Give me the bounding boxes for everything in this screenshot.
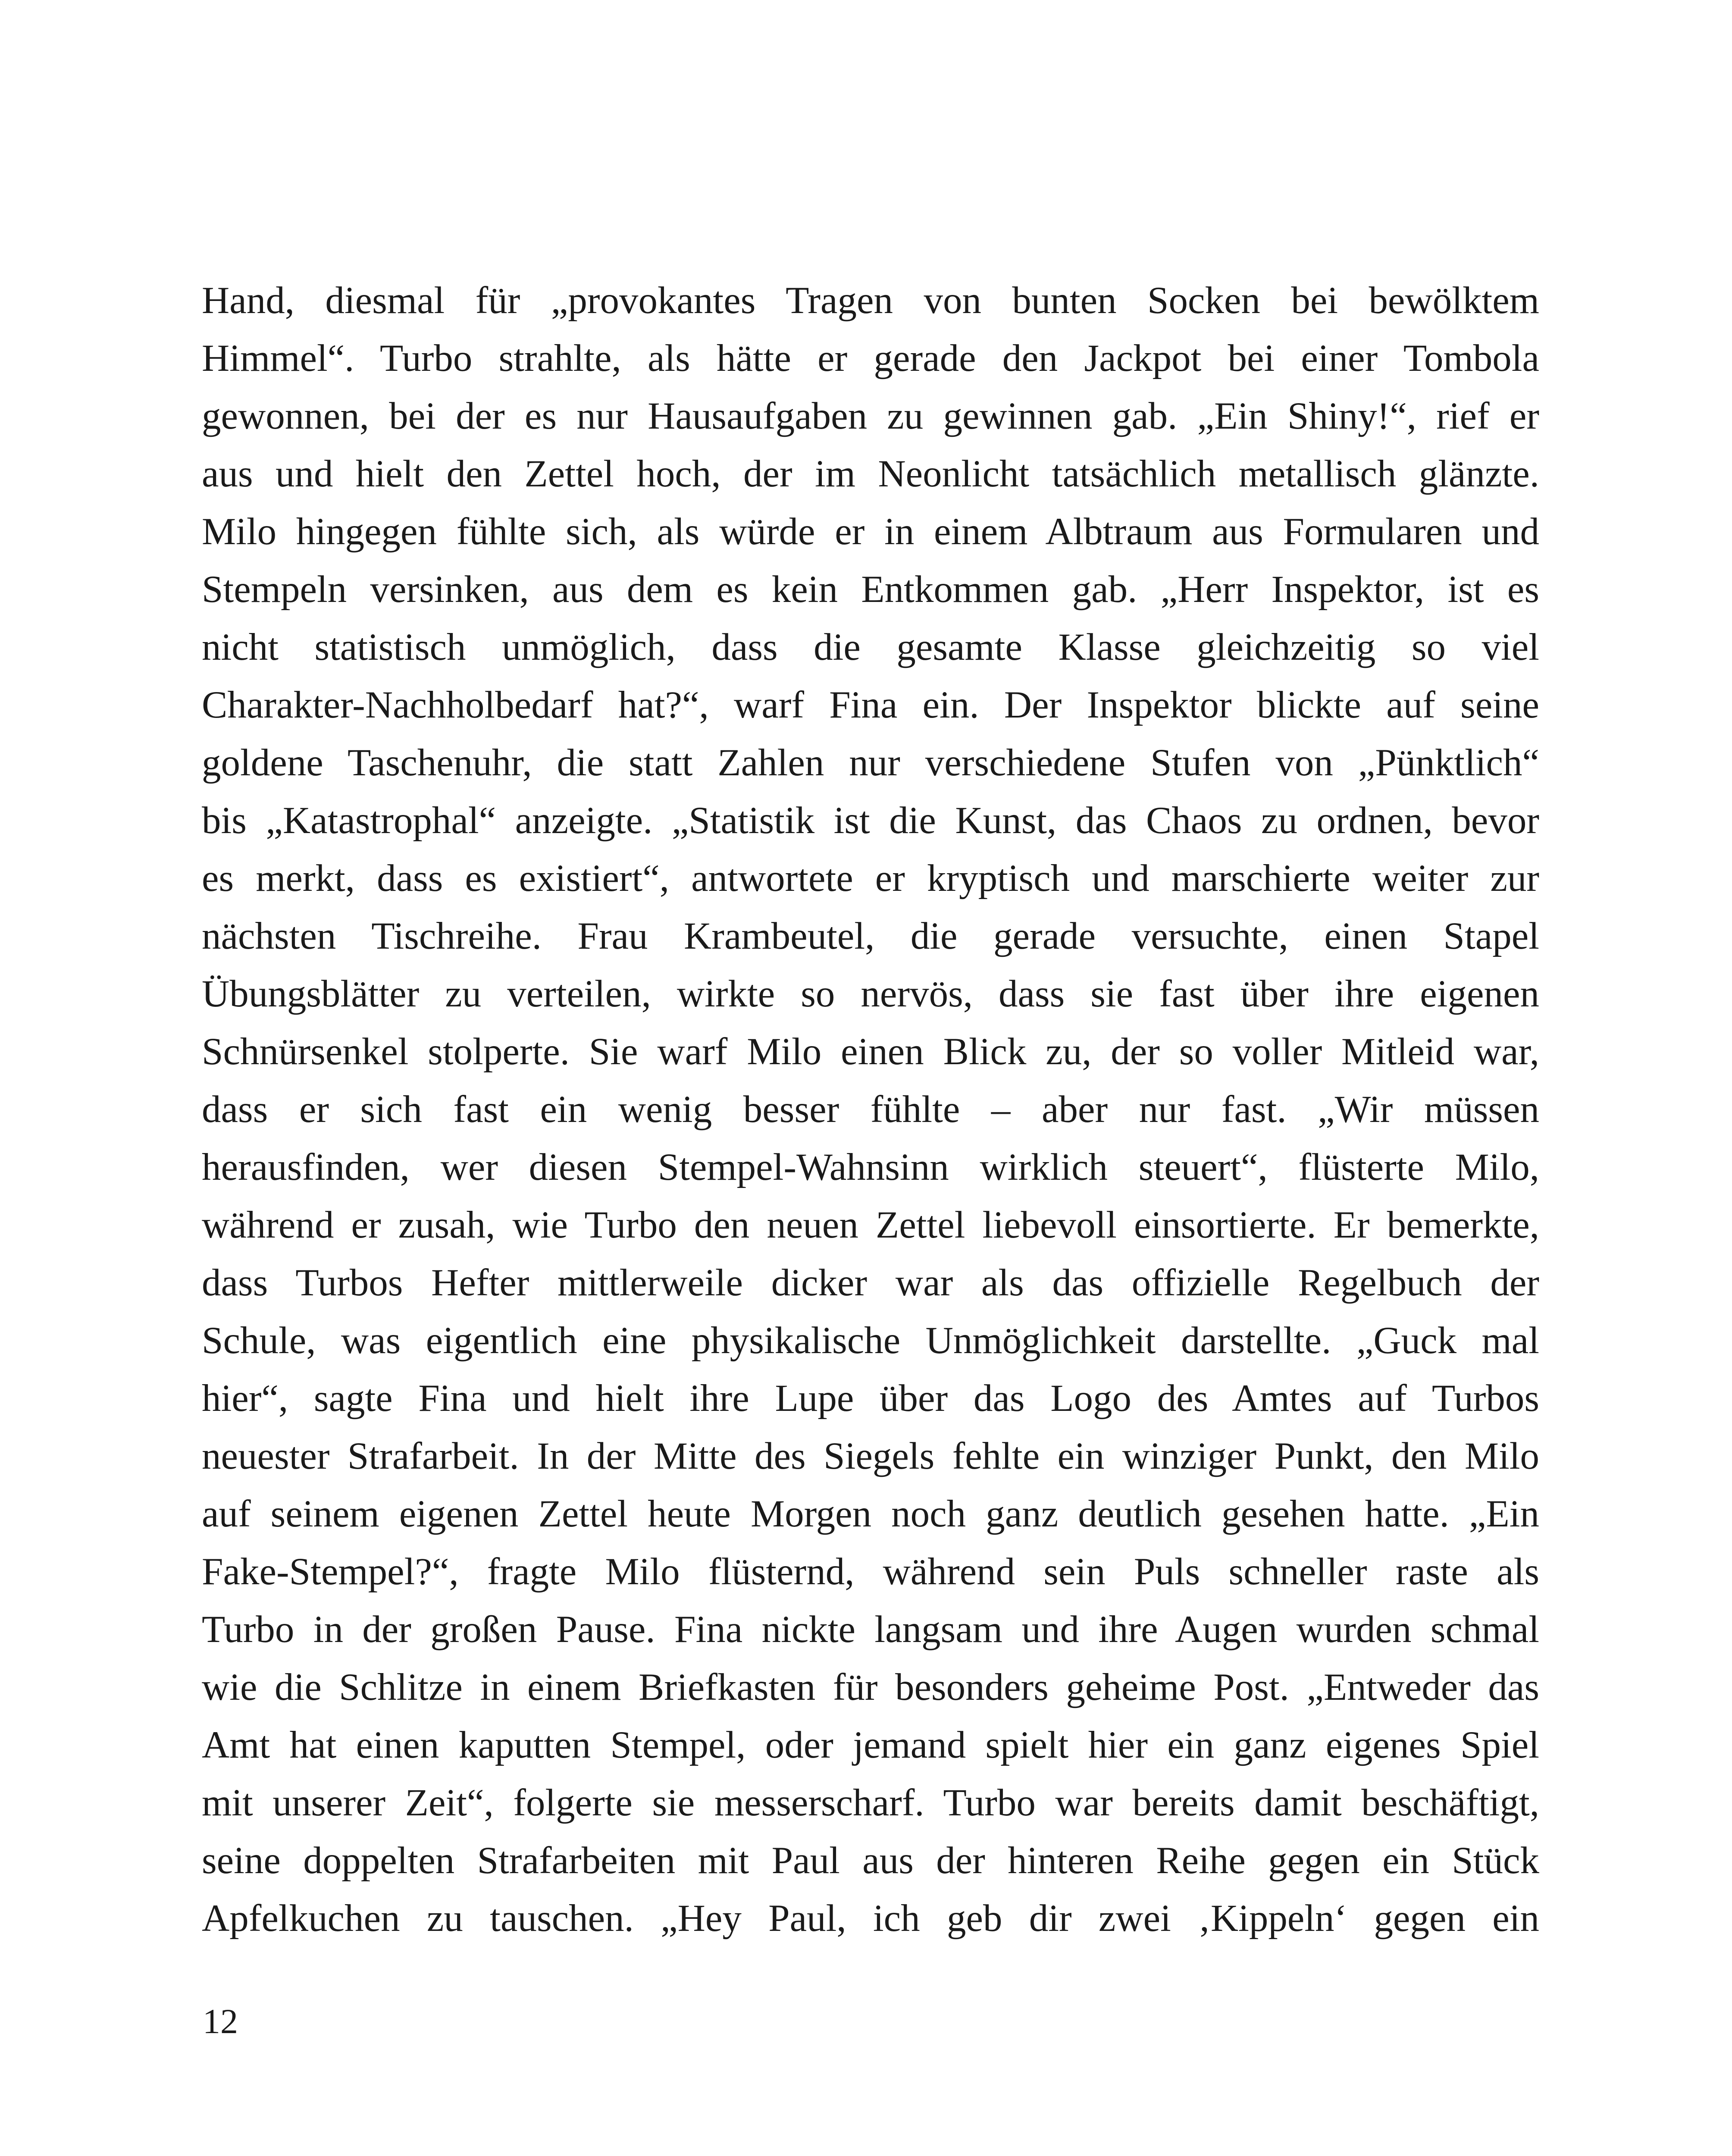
page-number: 12 <box>203 2002 238 2041</box>
body-text <box>202 272 1539 1947</box>
text-line-3: gewonnen, bei der es nur Hausaufgaben zu gewinnen gab. „Ein Shiny!“, rief er <box>202 395 1539 437</box>
text-line-20: hier“, sagte Fina und hielt ihre Lupe über das Logo des Amtes auf Turbos <box>202 1377 1539 1420</box>
text-line-26: Amt hat einen kaputten Stempel, oder jemand spielt hier ein ganz eigenes Spiel <box>202 1724 1539 1766</box>
text-line-4: aus und hielt den Zettel hoch, der im Neonlicht tatsächlich metallisch glänzte. <box>202 453 1539 495</box>
text-line-14: Schnürsenkel stolperte. Sie warf Milo einen Blick zu, der so voller Mitleid war, <box>202 1031 1539 1073</box>
text-line-12: nächsten Tischreihe. Frau Krambeutel, die gerade versuchte, einen Stapel <box>202 915 1539 957</box>
text-line-19: Schule, was eigentlich eine physikalische Unmöglichkeit darstellte. „Guck mal <box>202 1319 1539 1362</box>
text-line-1: Hand, diesmal für „provokantes Tragen von bunten Socken bei bewölktem <box>202 279 1539 322</box>
text-line-13: Übungsblätter zu verteilen, wirkte so nervös, dass sie fast über ihre eigenen <box>202 973 1539 1015</box>
text-line-25: wie die Schlitze in einem Briefkasten für besonders geheime Post. „Entweder das <box>202 1666 1539 1708</box>
text-line-9: goldene Taschenuhr, die statt Zahlen nur verschiedene Stufen von „Pünktlich“ <box>202 742 1539 784</box>
text-line-5: Milo hingegen fühlte sich, als würde er in einem Albtraum aus Formularen und <box>202 511 1539 553</box>
text-line-6: Stempeln versinken, aus dem es kein Entkommen gab. „Herr Inspektor, ist es <box>202 568 1539 611</box>
text-line-10: bis „Katastrophal“ anzeigte. „Statistik ist die Kunst, das Chaos zu ordnen, bevor <box>202 799 1539 842</box>
text-line-22: auf seinem eigenen Zettel heute Morgen noch ganz deutlich gesehen hatte. „Ein <box>202 1493 1539 1535</box>
text-line-11: es merkt, dass es existiert“, antwortete er kryptisch und marschierte weiter zur <box>202 857 1539 899</box>
text-line-17: während er zusah, wie Turbo den neuen Zettel liebevoll einsortierte. Er bemerkte, <box>202 1204 1539 1246</box>
text-line-18: dass Turbos Hefter mittlerweile dicker war als das offizielle Regelbuch der <box>202 1262 1539 1304</box>
text-line-23: Fake-Stempel?“, fragte Milo flüsternd, während sein Puls schneller raste als <box>202 1551 1539 1593</box>
text-line-8: Charakter-Nachholbedarf hat?“, warf Fina ein. Der Inspektor blickte auf seine <box>202 684 1539 726</box>
text-line-2: Himmel“. Turbo strahlte, als hätte er gerade den Jackpot bei einer Tombola <box>202 337 1539 379</box>
text-line-24: Turbo in der großen Pause. Fina nickte langsam und ihre Augen wurden schmal <box>202 1608 1539 1651</box>
text-line-7: nicht statistisch unmöglich, dass die gesamte Klasse gleichzeitig so viel <box>202 626 1539 668</box>
text-line-29: Apfelkuchen zu tauschen. „Hey Paul, ich geb dir zwei ‚Kippeln‘ gegen ein <box>202 1897 1539 1940</box>
text-line-15: dass er sich fast ein wenig besser fühlte – aber nur fast. „Wir müssen <box>202 1088 1539 1131</box>
text-line-16: herausfinden, wer diesen Stempel-Wahnsinn wirklich steuert“, flüsterte Milo, <box>202 1146 1539 1188</box>
text-line-28: seine doppelten Strafarbeiten mit Paul aus der hinteren Reihe gegen ein Stück <box>202 1839 1539 1882</box>
text-line-21: neuester Strafarbeit. In der Mitte des Siegels fehlte ein winziger Punkt, den Milo <box>202 1435 1539 1477</box>
text-line-27: mit unserer Zeit“, folgerte sie messerscharf. Turbo war bereits damit beschäftigt, <box>202 1782 1539 1824</box>
